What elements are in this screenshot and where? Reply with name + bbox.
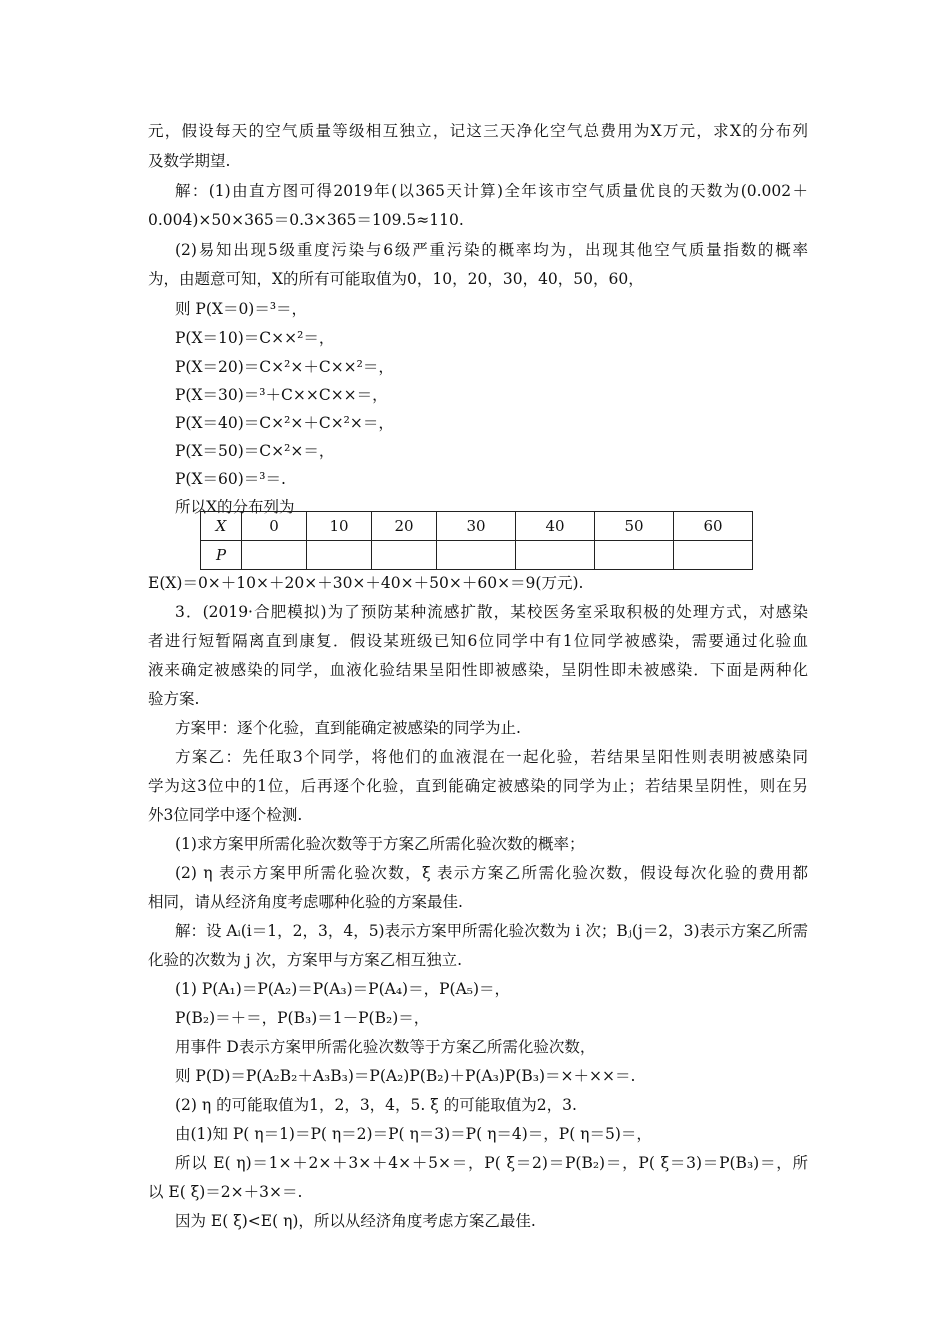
text-line: 学为这3位中的1位，后再逐个化验，直到能确定被感染的同学为止；若结果呈阴性，则在另 — [148, 777, 808, 795]
table-cell: 60 — [674, 512, 753, 541]
text-line: P(X＝10)＝C××²＝， — [175, 329, 335, 347]
text-line: P(B₂)＝＋＝，P(B₃)＝1－P(B₂)＝， — [175, 1009, 430, 1027]
distribution-table — [200, 511, 753, 570]
table-cell: 20 — [372, 512, 437, 541]
text-line: (2) η 表示方案甲所需化验次数，ξ 表示方案乙所需化验次数，假设每次化验的费用都 — [175, 864, 808, 882]
table-cell — [516, 541, 595, 570]
text-line: 外3位同学中逐个检测. — [148, 806, 303, 824]
text-line: 由(1)知 P( η＝1)＝P( η＝2)＝P( η＝3)＝P( η＝4)＝，P( η＝5)＝， — [175, 1125, 652, 1143]
table-cell: 40 — [516, 512, 595, 541]
text-line: (2) η 的可能取值为1，2，3，4，5. ξ 的可能取值为2，3. — [175, 1096, 577, 1114]
table-cell — [242, 541, 307, 570]
table-cell — [437, 541, 516, 570]
text-line: 因为 E( ξ)<E( η)，所以从经济角度考虑方案乙最佳. — [175, 1212, 536, 1230]
table-cell: X — [201, 512, 242, 541]
table-cell: P — [201, 541, 242, 570]
text-line: P(X＝20)＝C×²×＋C××²＝， — [175, 358, 394, 376]
text-line: 所以 E( η)＝1×＋2×＋3×＋4×＋5×＝，P( ξ＝2)＝P(B₂)＝，P( ξ＝3)＝P(B₃)＝，所 — [175, 1154, 808, 1172]
text-line: 化验的次数为 j 次，方案甲与方案乙相互独立. — [148, 951, 463, 969]
table-cell: 10 — [307, 512, 372, 541]
text-line: P(X＝60)＝³＝. — [175, 470, 286, 488]
text-line: (1) P(A₁)＝P(A₂)＝P(A₃)＝P(A₄)＝，P(A₅)＝， — [175, 980, 511, 998]
text-line: E(X)＝0×＋10×＋20×＋30×＋40×＋50×＋60×＝9(万元). — [148, 574, 584, 592]
text-line: 3．(2019·合肥模拟)为了预防某种流感扩散，某校医务室采取积极的处理方式，对感染 — [175, 603, 808, 621]
table-cell — [372, 541, 437, 570]
text-line: (2)易知出现5级重度污染与6级严重污染的概率均为，出现其他空气质量指数的概率 — [175, 241, 808, 259]
table-row — [201, 512, 753, 541]
text-line: P(X＝40)＝C×²×＋C×²×＝， — [175, 414, 394, 432]
text-line: 元，假设每天的空气质量等级相互独立，记这三天净化空气总费用为X万元，求X的分布列 — [148, 122, 808, 140]
text-line: 解：(1)由直方图可得2019年(以365天计算)全年该市空气质量优良的天数为(0.002＋ — [175, 182, 808, 200]
text-line: 方案乙：先任取3个同学，将他们的血液混在一起化验，若结果呈阳性则表明被感染同 — [175, 748, 808, 766]
text-line: 用事件 D表示方案甲所需化验次数等于方案乙所需化验次数， — [175, 1038, 596, 1056]
text-line: 以 E( ξ)＝2×＋3×＝. — [148, 1183, 303, 1201]
text-line: P(X＝30)＝³＋C××C××＝， — [175, 386, 388, 404]
table-cell — [674, 541, 753, 570]
text-line: 者进行短暂隔离直到康复．假设某班级已知6位同学中有1位同学被感染，需要通过化验血 — [148, 632, 808, 650]
table-cell — [595, 541, 674, 570]
text-line: 方案甲：逐个化验，直到能确定被感染的同学为止. — [175, 719, 521, 737]
text-line: (1)求方案甲所需化验次数等于方案乙所需化验次数的概率； — [175, 835, 585, 853]
text-line: P(X＝50)＝C×²×＝， — [175, 442, 335, 460]
text-line: 则 P(D)＝P(A₂B₂＋A₃B₃)＝P(A₂)P(B₂)＋P(A₃)P(B₃)＝×＋××＝. — [175, 1067, 636, 1085]
table-cell: 30 — [437, 512, 516, 541]
text-line: 解：设 Aᵢ(i＝1，2，3，4，5)表示方案甲所需化验次数为 i 次；Bⱼ(j＝2，3)表示方案乙所需 — [175, 922, 808, 940]
text-line: 0.004)×50×365＝0.3×365＝109.5≈110. — [148, 211, 464, 229]
table-cell — [307, 541, 372, 570]
text-line: 所以X的分布列为 — [175, 498, 295, 516]
table-row — [201, 541, 753, 570]
text-line: 验方案. — [148, 690, 200, 708]
text-line: 相同，请从经济角度考虑哪种化验的方案最佳. — [148, 893, 463, 911]
table-cell: 0 — [242, 512, 307, 541]
text-line: 及数学期望. — [148, 152, 231, 170]
text-line: 液来确定被感染的同学，血液化验结果呈阳性即被感染，呈阴性即未被感染．下面是两种化 — [148, 661, 808, 679]
text-line: 为，由题意可知，X的所有可能取值为0，10，20，30，40，50，60， — [148, 270, 644, 288]
text-line: 则 P(X＝0)＝³＝， — [175, 300, 308, 318]
table-cell: 50 — [595, 512, 674, 541]
